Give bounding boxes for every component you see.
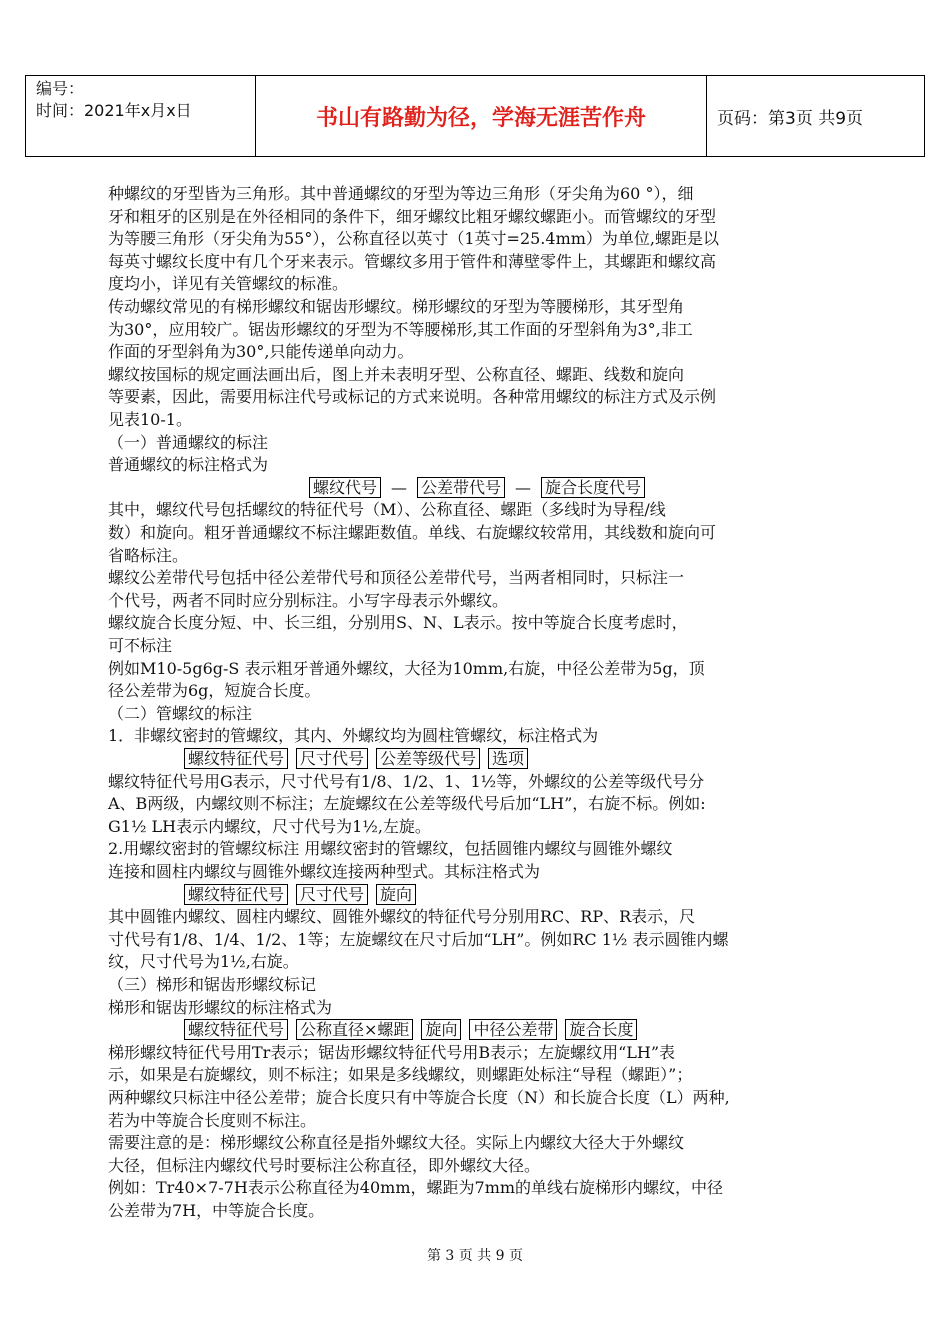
format-fmt3 (180, 884, 420, 906)
body-line: 每英寸螺纹长度中有几个牙来表示。管螺纹多用于管件和薄壁零件上，其螺距和螺纹高 (108, 251, 717, 271)
format-fmt4 (180, 1019, 641, 1041)
body-line: 种螺纹的牙型皆为三角形。其中普通螺纹的牙型为等边三角形（牙尖角为60 °），细 (108, 184, 694, 203)
format-segment: 公差等级代号 (376, 748, 480, 769)
body-line: （一）普通螺纹的标注 (108, 432, 269, 452)
body-line: 普通螺纹的标注格式为 (108, 455, 269, 475)
body-line: 为等腰三角形（牙尖角为55°），公称直径以英寸（1英寸=25.4mm）为单位,螺距是以 (108, 229, 720, 249)
motto: 书山有路勤为径，学海无涯苦作舟 (256, 76, 707, 156)
body-line: 螺纹公差带代号包括中径公差带代号和顶径公差带代号，当两者相同时，只标注一 (108, 568, 685, 588)
body-line: 传动螺纹常见的有梯形螺纹和锯齿形螺纹。梯形螺纹的牙型为等腰梯形，其牙型角 (108, 297, 685, 316)
body-line: 1．非螺纹密封的管螺纹，其内、外螺纹均为圆柱管螺纹，标注格式为 (108, 726, 599, 746)
body-line: 例如：Tr40×7-7H表示公称直径为40mm，螺距为7mm的单线右旋梯形内螺纹，中径 (108, 1178, 724, 1198)
format-segment: 选项 (488, 748, 528, 769)
body-line: 为30°，应用较广。锯齿形螺纹的牙型为不等腰梯形,其工作面的牙型斜角为3°,非工 (108, 319, 693, 339)
format-segment: 尺寸代号 (296, 884, 368, 905)
body-line: 螺纹按国标的规定画法画出后，图上并未表明牙型、公称直径、螺距、线数和旋向 (108, 364, 685, 384)
body-line: 例如M10-5g6g-S 表示粗牙普通外螺纹，大径为10mm,右旋，中径公差带为5g，顶 (108, 658, 705, 678)
body-line: 省略标注。 (108, 545, 189, 565)
body-line: 螺纹旋合长度分短、中、长三组，分别用S、N、L表示。按中等旋合长度考虑时， (108, 613, 688, 633)
time-label: 时间：2021年x月x日 (36, 101, 192, 120)
page-footer: 第 3 页 共 9 页 (426, 1248, 524, 1264)
body-line: 纹，尺寸代号为1½,右旋。 (108, 952, 299, 972)
format-segment: 尺寸代号 (296, 748, 368, 769)
format-segment: 旋向 (376, 884, 416, 905)
body-line: 螺纹特征代号用G表示，尺寸代号有1/8、1/2、1、1½等，外螺纹的公差等级代号分 (108, 771, 705, 791)
format-segment: — (515, 477, 532, 497)
body-line: 其中，螺纹代号包括螺纹的特征代号（M）、公称直径、螺距（多线时为导程/线 (108, 500, 666, 520)
format-segment: 公称直径×螺距 (296, 1019, 413, 1040)
body-line: G1½ LH表示内螺纹，尺寸代号为1½,左旋。 (108, 816, 431, 836)
body-line: 连接和圆柱内螺纹与圆锥外螺纹连接两种型式。其标注格式为 (108, 862, 541, 881)
body-line: （三）梯形和锯齿形螺纹标记 (108, 975, 317, 994)
body-line: 梯形螺纹特征代号用Tr表示；锯齿形螺纹特征代号用B表示；左旋螺纹用“LH”表 (108, 1042, 676, 1062)
body-line: 2.用螺纹密封的管螺纹标注 用螺纹密封的管螺纹，包括圆锥内螺纹与圆锥外螺纹 (108, 839, 673, 859)
body-line: 需要注意的是：梯形螺纹公称直径是指外螺纹大径。实际上内螺纹大径大于外螺纹 (108, 1133, 685, 1153)
body-line: 牙和粗牙的区别是在外径相同的条件下，细牙螺纹比粗牙螺纹螺距小。而管螺纹的牙型 (108, 206, 717, 226)
format-segment: 螺纹特征代号 (184, 748, 288, 769)
body-line: 寸代号有1/8、1/4、1/2、1等；左旋螺纹在尺寸后加“LH”。例如RC 1½ 表示圆锥内螺 (108, 929, 729, 949)
body-line: 示，如果是右旋螺纹，则不标注；如果是多线螺纹，则螺距处标注“导程（螺距）”； (108, 1065, 693, 1085)
body-line: 若为中等旋合长度则不标注。 (108, 1110, 317, 1130)
format-segment: 公差带代号 (417, 477, 505, 498)
format-segment: 螺纹特征代号 (184, 1019, 288, 1040)
format-fmt2 (180, 748, 532, 770)
format-segment: 旋向 (421, 1019, 461, 1040)
format-segment: — (391, 477, 408, 497)
body-line: 个代号，两者不同时应分别标注。小写字母表示外螺纹。 (108, 590, 509, 610)
body-line: 两种螺纹只标注中径公差带；旋合长度只有中等旋合长度（N）和长旋合长度（L）两种, (108, 1088, 730, 1107)
body-line: 其中圆锥内螺纹、圆柱内螺纹、圆锥外螺纹的特征代号分别用RC、RP、R表示，尺 (108, 907, 696, 927)
format-segment: 旋合长度 (565, 1019, 637, 1040)
page-header (25, 75, 925, 157)
body-line: 梯形和锯齿形螺纹的标注格式为 (108, 997, 333, 1017)
header-info (26, 76, 256, 156)
body-line: 度均小，详见有关管螺纹的标准。 (108, 274, 349, 294)
body-line: 可不标注 (108, 636, 173, 655)
format-segment: 中径公差带 (469, 1019, 557, 1040)
body-line: 见表10-1。 (108, 410, 192, 429)
body-line: 径公差带为6g，短旋合长度。 (108, 681, 321, 701)
body-line: 作面的牙型斜角为30°,只能传递单向动力。 (108, 342, 414, 362)
body-line: 数）和旋向。粗牙普通螺纹不标注螺距数值。单线、右旋螺纹较常用，其线数和旋向可 (108, 523, 717, 542)
number-label: 编号： (36, 79, 85, 98)
body-line: （二）管螺纹的标注 (108, 703, 253, 723)
format-segment: 螺纹特征代号 (184, 884, 288, 905)
format-segment: 旋合长度代号 (541, 477, 645, 498)
body-line: 等要素，因此，需要用标注代号或标记的方式来说明。各种常用螺纹的标注方式及示例 (108, 387, 717, 407)
page-info: 页码：第3页 共9页 (717, 108, 864, 129)
body-line: A、B两级，内螺纹则不标注；左旋螺纹在公差等级代号后加“LH”，右旋不标。例如: (108, 794, 706, 814)
format-segment: 螺纹代号 (309, 477, 381, 498)
body-line: 公差带为7H，中等旋合长度。 (108, 1201, 325, 1220)
body-line: 大径，但标注内螺纹代号时要标注公称直径，即外螺纹大径。 (108, 1155, 541, 1175)
format-fmt1 (305, 477, 649, 499)
